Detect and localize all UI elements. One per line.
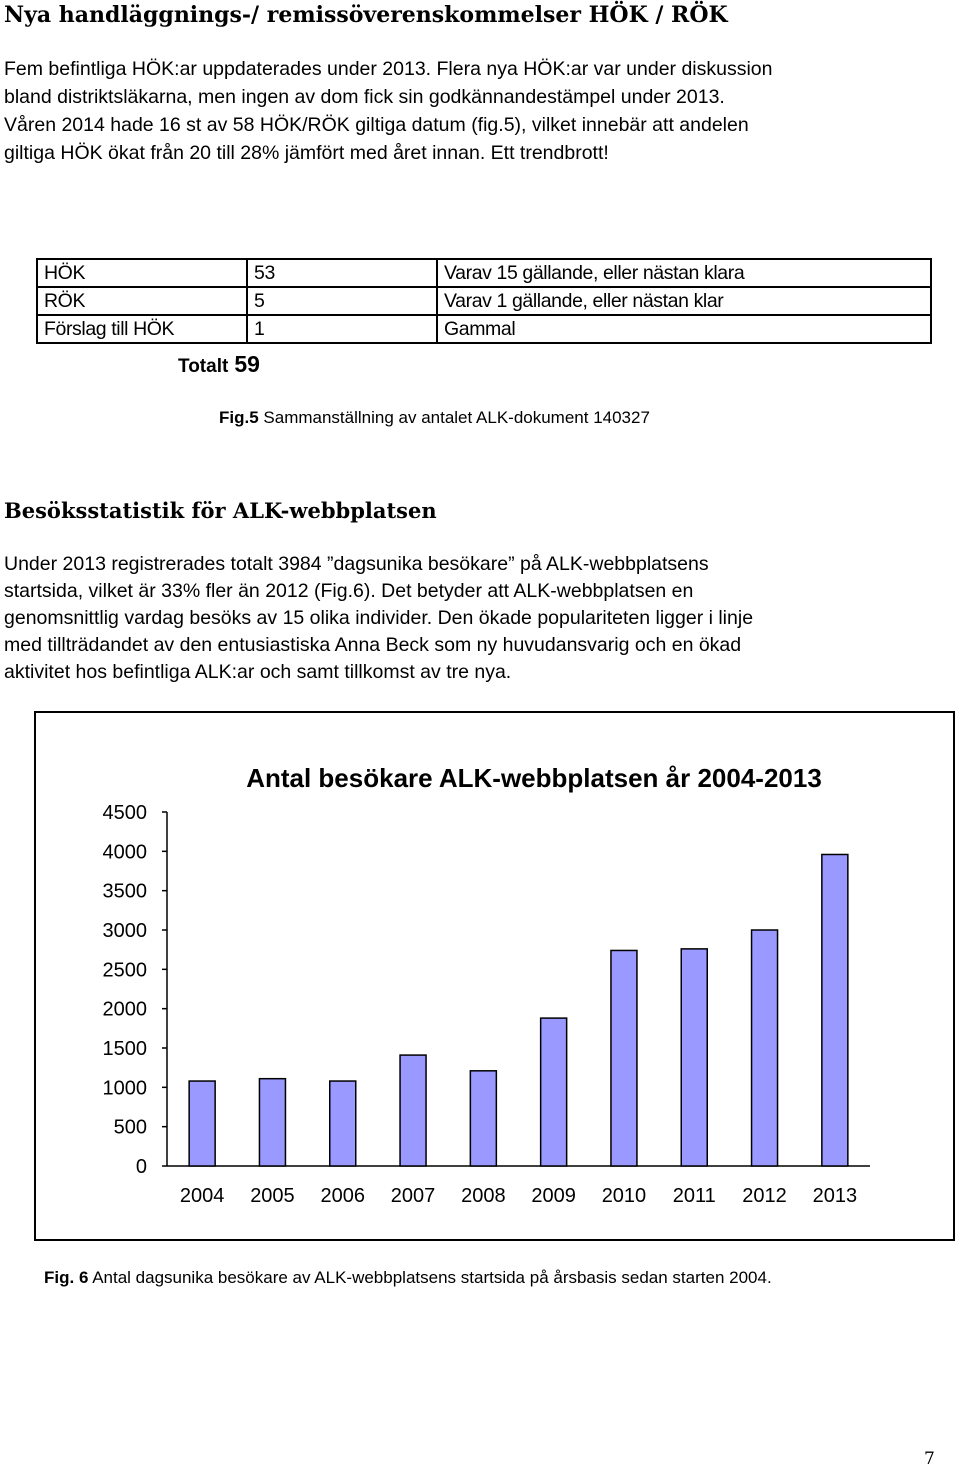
- table-cell-type: HÖK: [37, 259, 247, 287]
- bar-2012: [752, 930, 778, 1166]
- paragraph-line: med tillträdandet av den entusiastiska Anna Beck som ny huvudansvarig och en ökad: [4, 634, 742, 656]
- chart-title: Antal besökare ALK-webbplatsen år 2004-2013: [246, 763, 822, 793]
- y-axis: [103, 802, 168, 1178]
- paragraph-line: Våren 2014 hade 16 st av 58 HÖK/RÖK giltiga datum (fig.5), vilket innebär att andelen: [4, 114, 749, 136]
- x-tick-label: 2010: [601, 1185, 647, 1207]
- caption-text: Antal dagsunika besökare av ALK-webbplatsens startsida på årsbasis sedan starten 2004.: [88, 1268, 772, 1287]
- x-tick-label: 2009: [531, 1185, 576, 1207]
- section-heading-visitor-stats: Besöksstatistik för ALK-webbplatsen: [4, 498, 437, 523]
- paragraph-line: bland distriktsläkarna, men ingen av dom fick sin godkännandestämpel under 2013.: [4, 86, 725, 108]
- paragraph-line: aktivitet hos befintliga ALK:ar och samt tillkomst av tre nya.: [4, 661, 512, 683]
- caption-label: Fig. 6: [44, 1268, 89, 1287]
- visitor-bar-chart: [34, 711, 955, 1241]
- table-row: [37, 259, 931, 287]
- table-cell-count: 1: [247, 315, 437, 343]
- bar-2004: [189, 1081, 215, 1166]
- table-cell-note: Varav 15 gällande, eller nästan klara: [437, 259, 931, 287]
- y-tick-label: 0: [135, 1156, 147, 1178]
- x-axis: [167, 1166, 870, 1207]
- figure-caption-fig6: [44, 1268, 772, 1288]
- table-total: [178, 351, 260, 378]
- section-paragraph-hok-rok: [4, 55, 954, 167]
- y-tick-label: 500: [113, 1116, 147, 1139]
- caption-text: Sammanställning av antalet ALK-dokument 140327: [258, 408, 650, 427]
- table-cell-count: 53: [247, 259, 437, 287]
- bar-2013: [822, 854, 848, 1166]
- bar-series: [189, 854, 848, 1166]
- y-tick-label: 1500: [102, 1038, 147, 1060]
- bar-2007: [400, 1055, 426, 1166]
- y-tick-label: 3000: [102, 920, 147, 942]
- table-cell-type: Förslag till HÖK: [37, 315, 247, 343]
- y-tick-label: 1000: [102, 1077, 147, 1100]
- table-cell-note: Varav 1 gällande, eller nästan klar: [437, 287, 931, 315]
- page-number: 7: [924, 1449, 935, 1469]
- paragraph-line: startsida, vilket är 33% fler än 2012 (Fig.6). Det betyder att ALK-webbplatsen en: [4, 580, 694, 602]
- section-paragraph-visitor-stats: [4, 551, 954, 686]
- bar-2011: [681, 949, 707, 1166]
- bar-2010: [611, 950, 637, 1166]
- x-tick-label: 2005: [250, 1185, 295, 1207]
- x-tick-label: 2013: [812, 1185, 858, 1207]
- x-tick-label: 2006: [320, 1185, 365, 1207]
- total-label: Totalt: [178, 356, 229, 377]
- table-cell-type: RÖK: [37, 287, 247, 315]
- y-tick-label: 3500: [102, 880, 147, 903]
- bar-2009: [541, 1018, 567, 1166]
- paragraph-line: giltiga HÖK ökat från 20 till 28% jämfört med året innan. Ett trendbrott!: [4, 142, 609, 164]
- hok-rok-summary-table: [36, 258, 932, 344]
- bar-2005: [259, 1079, 285, 1166]
- x-tick-label: 2008: [461, 1185, 506, 1207]
- paragraph-line: Fem befintliga HÖK:ar uppdaterades under 2013. Flera nya HÖK:ar var under diskussion: [4, 58, 773, 80]
- chart-canvas: [36, 713, 953, 1239]
- bar-2008: [470, 1071, 496, 1166]
- table-row: [37, 287, 931, 315]
- bar-2006: [330, 1081, 356, 1166]
- x-tick-label: 2004: [179, 1185, 225, 1207]
- table-cell-count: 5: [247, 287, 437, 315]
- x-tick-label: 2012: [742, 1185, 787, 1207]
- paragraph-line: genomsnittlig vardag besöks av 15 olika individer. Den ökade populariteten ligger i linje: [4, 607, 754, 629]
- y-tick-label: 2500: [102, 959, 147, 982]
- figure-caption-fig5: [219, 408, 650, 428]
- paragraph-line: Under 2013 registrerades totalt 3984 ”dagsunika besökare” på ALK-webbplatsens: [4, 553, 709, 575]
- y-tick-label: 2000: [102, 998, 147, 1021]
- y-tick-label: 4000: [102, 841, 147, 864]
- table-row: [37, 315, 931, 343]
- x-tick-label: 2007: [390, 1185, 436, 1207]
- total-value: 59: [234, 351, 260, 377]
- caption-label: Fig.5: [219, 408, 259, 427]
- table-cell-note: Gammal: [437, 315, 931, 343]
- x-tick-label: 2011: [672, 1185, 716, 1207]
- y-tick-label: 4500: [102, 802, 147, 824]
- section-heading-hok-rok: Nya handläggnings-/ remissöverenskommelser HÖK / RÖK: [4, 2, 728, 28]
